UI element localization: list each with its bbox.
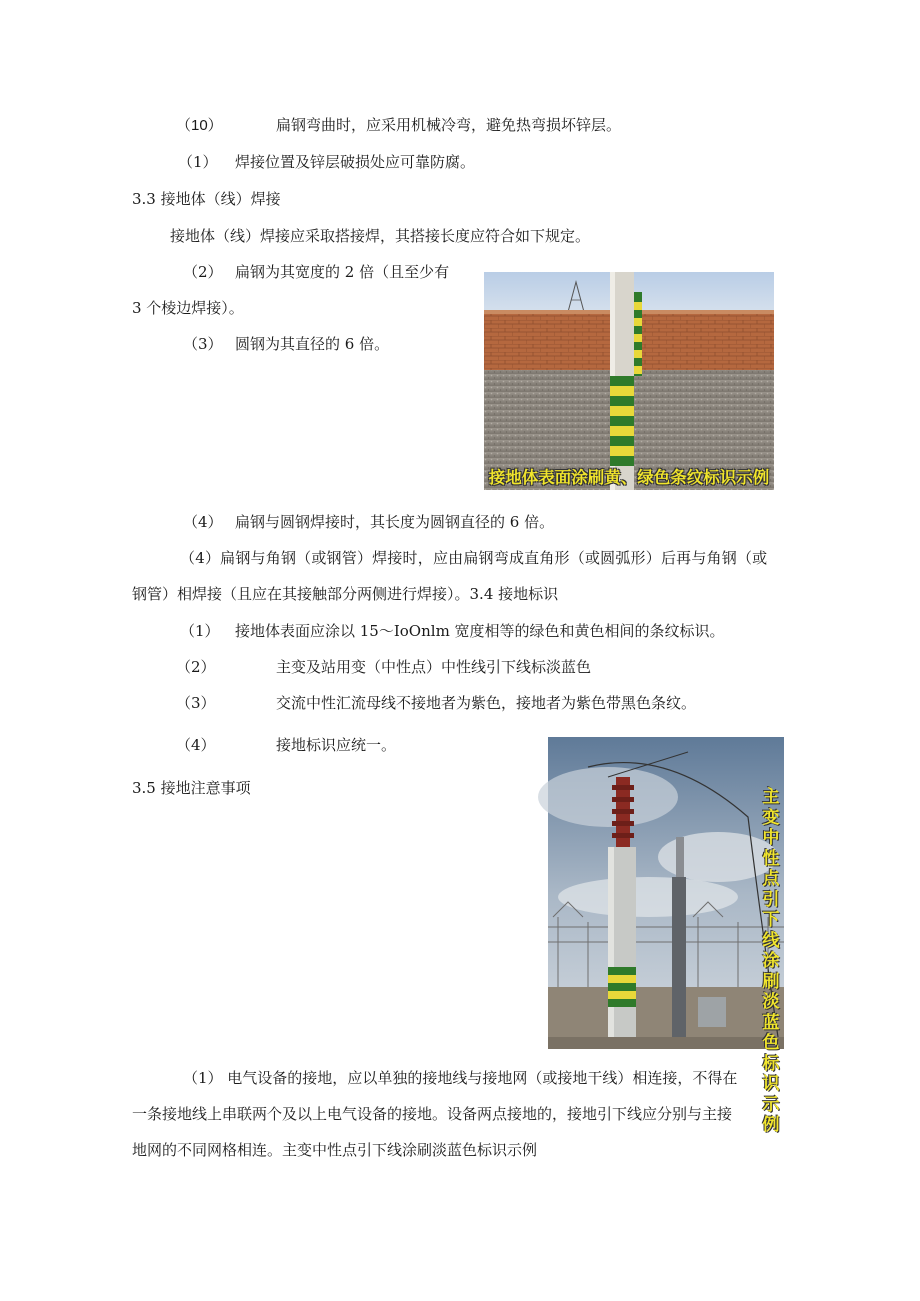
paragraph-text: 扁钢弯曲时，应采用机械冷弯，避免热弯损坏锌层。 — [276, 116, 622, 134]
paragraph-text: 扁钢为其宽度的 2 倍（且至少有 — [235, 263, 450, 281]
paragraph-text: 主变及站用变（中性点）中性线引下线标淡蓝色 — [276, 658, 592, 676]
section-heading-3-5: 3.5 接地注意事项 — [132, 779, 251, 797]
list-number: （3） — [183, 335, 223, 353]
list-number: （10） — [176, 117, 223, 134]
photo-neutral-lead-image — [548, 737, 784, 1049]
list-number: （3） — [176, 694, 216, 712]
paragraph-text: 接地体表面应涂以 15～IoOnlm 宽度相等的绿色和黄色相间的条纹标识。 — [235, 622, 725, 640]
paragraph-text: 焊接位置及锌层破损处应可靠防腐。 — [235, 153, 476, 171]
list-number: （2） — [176, 658, 216, 676]
section-heading-3-3: 3.3 接地体（线）焊接 — [132, 190, 281, 208]
paragraph-text: （1） 电气设备的接地，应以单独的接地线与接地网（或接地干线）相连接，不得在 — [183, 1069, 738, 1087]
list-number: （4） — [176, 736, 216, 754]
photo-grounding-stripes-image — [484, 272, 774, 490]
paragraph-text: 扁钢与圆钢焊接时，其长度为圆钢直径的 6 倍。 — [235, 513, 555, 531]
paragraph-text: 一条接地线上串联两个及以上电气设备的接地。设备两点接地的，接地引下线应分别与主接 — [132, 1105, 733, 1123]
paragraph-text: 钢管）相焊接（且应在其接触部分两侧进行焊接）。3.4 接地标识 — [132, 585, 559, 603]
list-number: （1） — [180, 622, 220, 640]
paragraph-text: 接地体（线）焊接应采取搭接焊，其搭接长度应符合如下规定。 — [170, 227, 591, 245]
photo-grounding-stripes — [484, 272, 774, 490]
list-item-10 — [176, 115, 223, 136]
paragraph-text: 3 个棱边焊接）。 — [132, 299, 244, 317]
list-number: （1） — [178, 153, 218, 171]
photo-neutral-lead — [548, 737, 784, 1135]
paragraph-text: （4）扁钢与角钢（或钢管）焊接时，应由扁钢弯成直角形（或圆弧形）后再与角钢（或 — [180, 549, 768, 567]
paragraph-text: 接地标识应统一。 — [276, 736, 397, 754]
paragraph-text: 地网的不同网格相连。主变中性点引下线涂刷淡蓝色标识示例 — [132, 1141, 538, 1159]
photo-caption: 主变中性点引下线涂刷淡蓝色标识示例 — [762, 787, 780, 1135]
list-number: （4） — [183, 513, 223, 531]
photo-caption: 接地体表面涂刷黄、绿色条纹标识示例 — [488, 468, 770, 487]
paragraph-text: 圆钢为其直径的 6 倍。 — [235, 335, 390, 353]
paragraph-text: 交流中性汇流母线不接地者为紫色，接地者为紫色带黑色条纹。 — [276, 694, 697, 712]
list-number: （2） — [183, 263, 223, 281]
